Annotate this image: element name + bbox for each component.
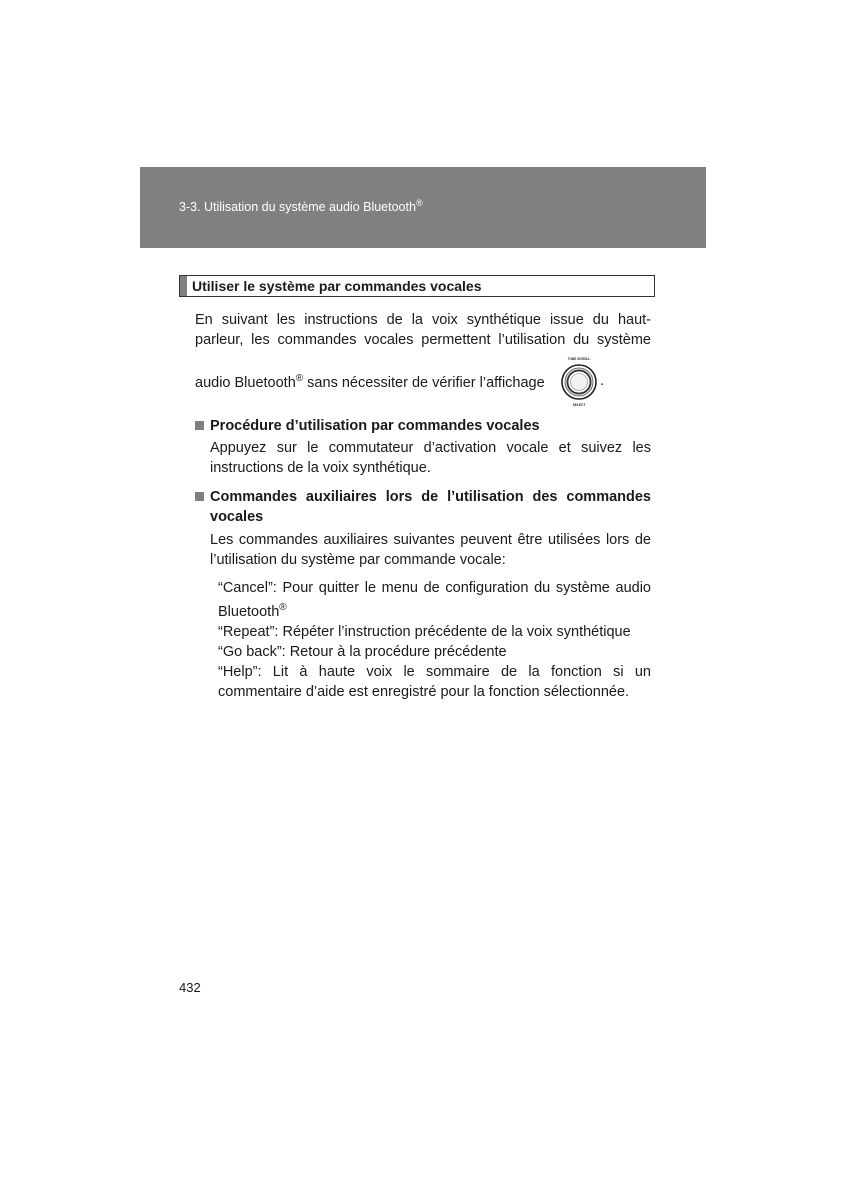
command-item-go-back: “Go back”: Retour à la procédure précédente [218,643,507,660]
section-title: Utiliser le système par commandes vocales [192,278,482,294]
page-number: 432 [179,980,201,995]
section-heading-bar [180,276,187,296]
dial-bottom-label: SELECT [572,403,586,407]
intro-line-3 [195,373,545,391]
intro-paragraph [195,310,651,350]
registered-mark: ® [415,198,423,208]
bullet-square-icon [195,492,204,501]
subsection-2-text: Les commandes auxiliaires suivantes peuvent être utilisées lors de l’utilisation du système par commande vocale: [210,532,651,568]
bullet-square-icon [195,421,204,430]
dial-top-label: TUNE SCROLL [567,357,591,361]
intro-period: . [600,373,605,389]
command-item-cancel [218,578,651,622]
intro-line-1: En suivant les instructions de la voix synthétique issue du haut- [195,312,651,328]
intro-line-3-suffix: sans nécessiter de vérifier l’affichage [303,374,545,391]
subsection-2-title: Commandes auxiliaires lors de l’utilisation des commandes vocales [210,489,651,525]
chapter-title [179,198,423,214]
section-heading-box [179,275,655,297]
command-text: “Cancel”: Pour quitter le menu de configuration du système audio Bluetooth [218,580,651,620]
command-item-repeat: “Repeat”: Répéter l’instruction précédente de la voix synthétique [218,623,631,640]
intro-line-2: parleur, les commandes vocales permettent l’utilisation du système [195,332,651,348]
command-item-help: “Help”: Lit à haute voix le sommaire de la fonction si un commentaire d’aide est enregistré pour la fonction sélectionnée. [218,663,651,700]
auxiliary-commands-list [218,578,651,702]
subsection-1-text: Appuyez sur le commutateur d’activation vocale et suivez les instructions de la voix synthétique. [210,440,651,476]
intro-line-3-prefix: audio Bluetooth [195,374,296,391]
chapter-header-band [140,167,706,248]
registered-mark: ® [295,373,304,384]
subsection-1-title: Procédure d’utilisation par commandes vocales [210,418,540,434]
chapter-title-text: 3-3. Utilisation du système audio Bluetooth [179,200,416,215]
registered-mark: ® [279,602,287,613]
